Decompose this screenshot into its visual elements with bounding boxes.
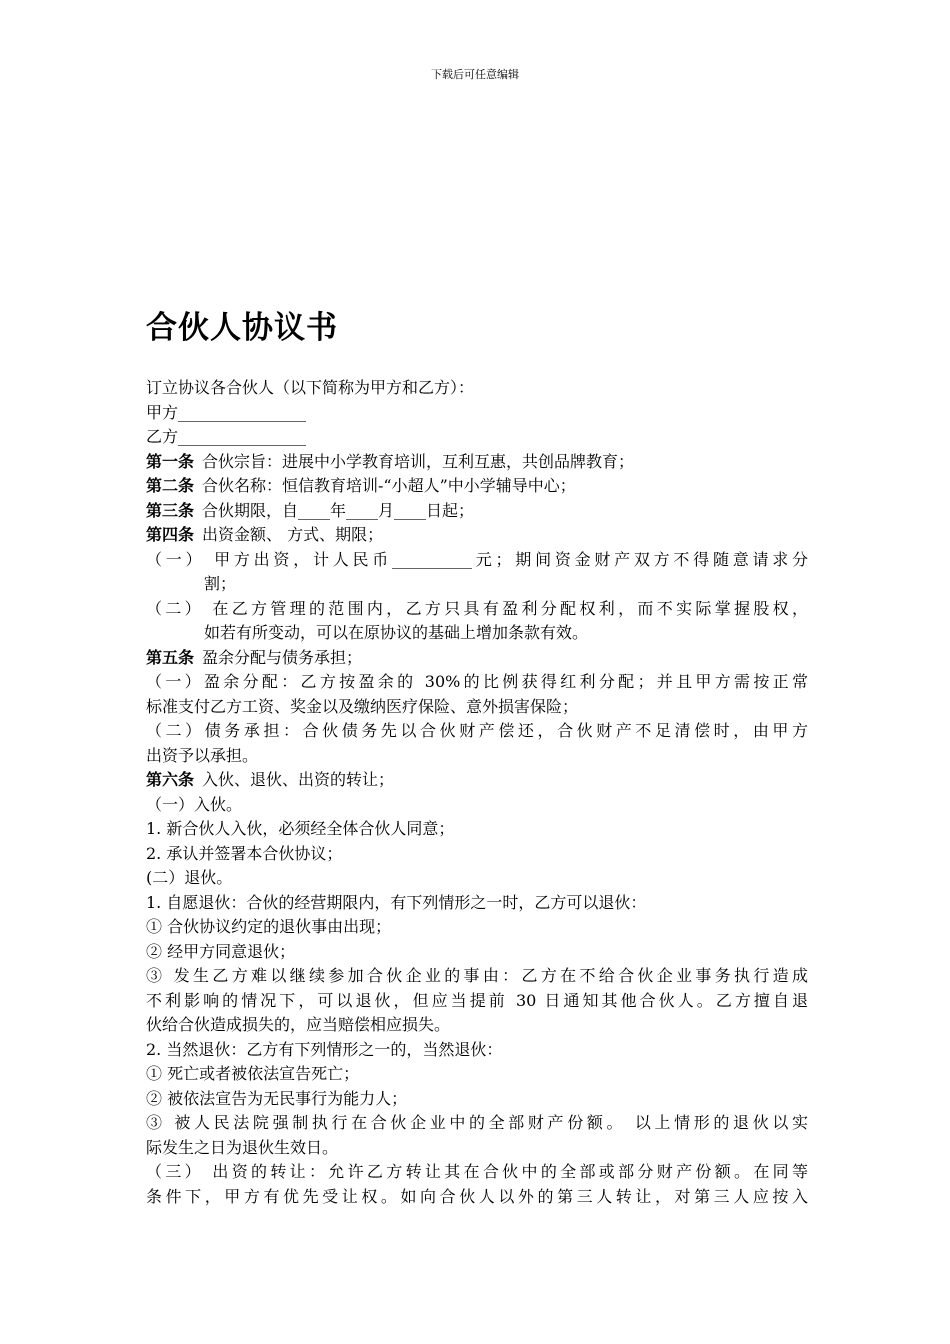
- voluntary-exit-case-3-line-1: ③ 发生乙方难以继续参加合伙企业的事由：乙方在不给合伙企业事务执行造成: [146, 966, 808, 985]
- article-6-section-1-item-2: 2. 承认并签署本合伙协议；: [146, 843, 343, 863]
- article-6-section-2-item-2: 2. 当然退伙：乙方有下列情形之一的，当然退伙：: [146, 1039, 503, 1059]
- article-4: [146, 523, 808, 548]
- header-note: 下载后可任意编辑: [431, 68, 519, 81]
- article-6-section-1: （一）入伙。: [146, 794, 243, 814]
- party-a-line: 甲方________________: [146, 402, 307, 422]
- voluntary-exit-case-2: ② 经甲方同意退伙；: [146, 941, 296, 961]
- article-4-text: 出资金额、 方式、期限；: [202, 525, 384, 544]
- voluntary-exit-case-3-line-2: 不利影响的情况下，可以退伙，但应当提前 30 日通知其他合伙人。乙方擅自退: [146, 990, 808, 1010]
- document-body: [146, 376, 808, 1209]
- article-1-label: 第一条: [146, 451, 195, 471]
- article-6: [146, 768, 808, 793]
- party-b-line: 乙方________________: [146, 427, 307, 446]
- voluntary-exit-case-1: ① 合伙协议约定的退伙事由出现；: [146, 917, 392, 936]
- article-5-label: 第五条: [146, 647, 195, 667]
- document-title: 合伙人协议书: [146, 310, 338, 346]
- article-5: [146, 646, 808, 671]
- article-6-section-1-item-1: 1. 新合伙人入伙，必须经全体合伙人同意；: [146, 819, 455, 838]
- article-6-label: 第六条: [146, 770, 195, 789]
- article-5-item-1-line-2: 标准支付乙方工资、奖金以及缴纳医疗保险、意外损害保险；: [146, 696, 579, 716]
- article-6-section-2-item-1: 1. 自愿退伙：合伙的经营期限内，有下列情形之一时，乙方可以退伙：: [146, 892, 647, 912]
- article-5-text: 盈余分配与债务承担；: [202, 647, 363, 667]
- article-3-text: 合伙期限，自____年____月____日起；: [202, 500, 475, 520]
- article-6-text: 入伙、退伙、出资的转让；: [202, 770, 395, 789]
- article-1: [146, 450, 808, 475]
- article-6-section-2: (二）退伙。: [146, 868, 233, 887]
- automatic-exit-case-3-line-1: ③ 被人民法院强制执行在合伙企业中的全部财产份额。 以上情形的退伙以实: [146, 1113, 808, 1132]
- article-6-section-3-line-1: （三） 出资的转让：允许乙方转让其在合伙中的全部或部分财产份额。在同等: [146, 1162, 808, 1181]
- article-6-section-3-line-2: 条件下，甲方有优先受让权。如向合伙人以外的第三人转让，对第三人应按入: [146, 1186, 808, 1206]
- voluntary-exit-case-3-line-3: 伙给合伙造成损失的，应当赔偿相应损失。: [146, 1015, 451, 1034]
- article-3: [146, 499, 808, 524]
- article-5-item-2-line-1: （二）债务承担：合伙债务先以合伙财产偿还，合伙财产不足清偿时，由甲方: [146, 721, 808, 740]
- article-4-label: 第四条: [146, 525, 195, 544]
- article-4-item-2-line-2: 如若有所变动，可以在原协议的基础上增加条款有效。: [204, 623, 589, 642]
- article-2: [146, 474, 808, 499]
- article-2-text: 合伙名称：恒信教育培训-“小超人”中小学辅导中心；: [202, 476, 576, 495]
- article-5-item-2-line-2: 出资予以承担。: [146, 745, 259, 765]
- article-3-label: 第三条: [146, 500, 195, 520]
- article-4-item-1-line-1: （一） 甲方出资，计人民币__________元；期间资金财产双方不得随意请求分: [146, 549, 808, 569]
- article-4-item-1-line-2: 割；: [204, 574, 237, 593]
- article-1-text: 合伙宗旨：进展中小学教育培训，互利互惠，共创品牌教育；: [202, 451, 635, 471]
- automatic-exit-case-3-line-2: 际发生之日为退伙生效日。: [146, 1137, 339, 1157]
- automatic-exit-case-2: ② 被依法宣告为无民事行为能力人；: [146, 1088, 408, 1108]
- article-5-item-1-line-1: （一）盈余分配：乙方按盈余的 30%的比例获得红利分配；并且甲方需按正常: [146, 672, 808, 691]
- article-4-item-2-line-1: （二） 在乙方管理的范围内，乙方只具有盈利分配权利，而不实际掌握股权，: [146, 598, 808, 618]
- automatic-exit-case-1: ① 死亡或者被依法宣告死亡；: [146, 1064, 360, 1083]
- intro-line: 订立协议各合伙人（以下简称为甲方和乙方）：: [146, 378, 475, 397]
- article-2-label: 第二条: [146, 476, 195, 495]
